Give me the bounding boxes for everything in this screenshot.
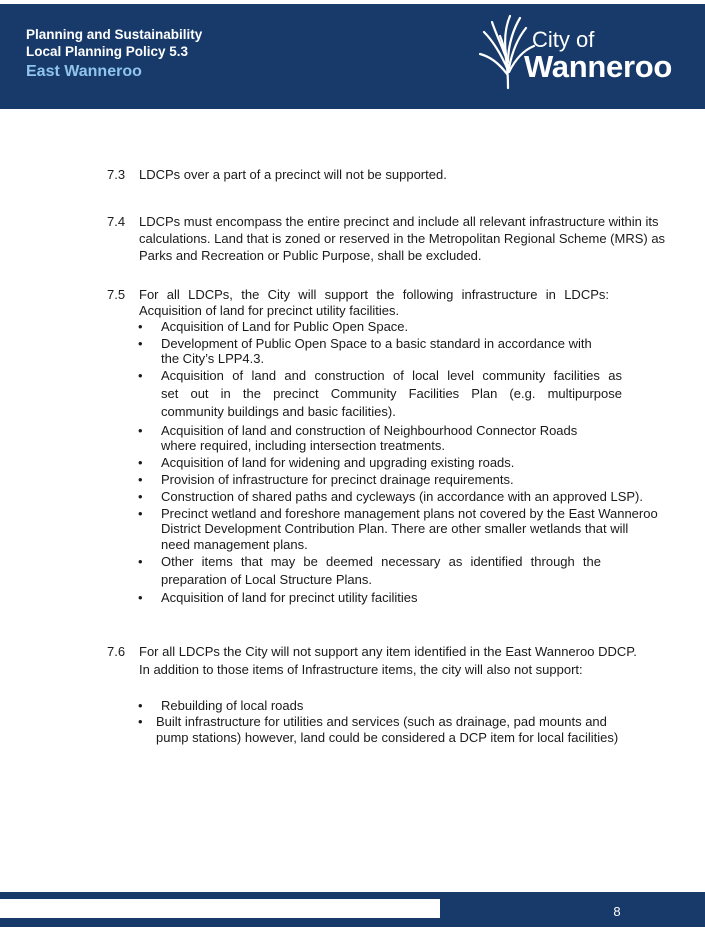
list-item: Acquisition of land for widening and upgrading existing roads.: [161, 455, 515, 470]
bullet-icon: •: [138, 714, 143, 729]
section-text: LDCPs must encompass the entire precinct and include all relevant infrastructure within its: [139, 214, 659, 229]
bullet-icon: •: [138, 489, 143, 504]
list-item: Provision of infrastructure for precinct drainage requirements.: [161, 472, 514, 487]
bullet-icon: •: [138, 455, 143, 470]
header-policy: Local Planning Policy 5.3: [26, 44, 189, 59]
section-number: 7.4: [107, 214, 126, 229]
bullet-icon: •: [138, 506, 143, 521]
bullet-icon: •: [138, 472, 143, 487]
list-item: Rebuilding of local roads: [161, 698, 304, 713]
list-item: preparation of Local Structure Plans.: [161, 572, 373, 587]
list-item: Development of Public Open Space to a basic standard in accordance with: [161, 336, 592, 351]
bullet-icon: •: [138, 319, 143, 334]
section-number: 7.3: [107, 167, 126, 182]
section-text: calculations. Land that is zoned or reserved in the Metropolitan Regional Scheme (MRS) as: [139, 231, 666, 246]
logo-city-of: City of: [532, 27, 595, 52]
bullet-icon: •: [138, 336, 143, 351]
list-item: where required, including intersection treatments.: [161, 438, 445, 453]
page-number: 8: [613, 904, 621, 919]
list-item: Construction of shared paths and cycleways (in accordance with an approved LSP).: [161, 489, 643, 504]
list-item: Precinct wetland and foreshore management plans not covered by the East Wanneroo: [161, 506, 658, 521]
city-of-wanneroo-logo: [478, 10, 698, 92]
list-item: set out in the precinct Community Facilities Plan (e.g. multipurpose: [161, 386, 622, 401]
header-area: East Wanneroo: [26, 63, 142, 80]
footer-stripe: [0, 899, 440, 918]
list-item: Acquisition of Land for Public Open Space.: [161, 319, 409, 334]
bullet-icon: •: [138, 423, 143, 438]
header-department: Planning and Sustainability: [26, 27, 203, 42]
list-item: Built infrastructure for utilities and services (such as drainage, pad mounts and: [156, 714, 607, 729]
list-item: District Development Contribution Plan. There are other smaller wetlands that will: [161, 521, 629, 536]
bullet-icon: •: [138, 698, 143, 713]
list-item: Acquisition of land and construction of local level community facilities as: [161, 368, 622, 383]
bullet-icon: •: [138, 368, 143, 383]
list-item: need management plans.: [161, 537, 308, 552]
section-text: For all LDCPs, the City will support the following infrastructure in LDCPs:: [139, 287, 609, 302]
bullet-icon: •: [138, 590, 143, 605]
list-item: the City’s LPP4.3.: [161, 351, 265, 366]
section-number: 7.5: [107, 287, 126, 302]
section-text: Parks and Recreation or Public Purpose, shall be excluded.: [139, 248, 482, 263]
list-item: Acquisition of land and construction of Neighbourhood Connector Roads: [161, 423, 578, 438]
list-item: pump stations) however, land could be considered a DCP item for local facilities): [156, 730, 619, 745]
bullet-icon: •: [138, 554, 143, 569]
section-text: For all LDCPs the City will not support any item identified in the East Wanneroo DDCP.: [139, 644, 637, 659]
section-text: In addition to those items of Infrastructure items, the city will also not support:: [139, 662, 583, 677]
page-header: [0, 4, 705, 109]
section-number: 7.6: [107, 644, 126, 659]
list-item: Other items that may be deemed necessary as identified through the: [161, 554, 601, 569]
list-item: community buildings and basic facilities).: [161, 404, 396, 419]
section-text: LDCPs over a part of a precinct will not be supported.: [139, 167, 447, 182]
section-text: Acquisition of land for precinct utility facilities.: [139, 303, 400, 318]
list-item: Acquisition of land for precinct utility facilities: [161, 590, 418, 605]
logo-wanneroo: Wanneroo: [524, 49, 672, 84]
